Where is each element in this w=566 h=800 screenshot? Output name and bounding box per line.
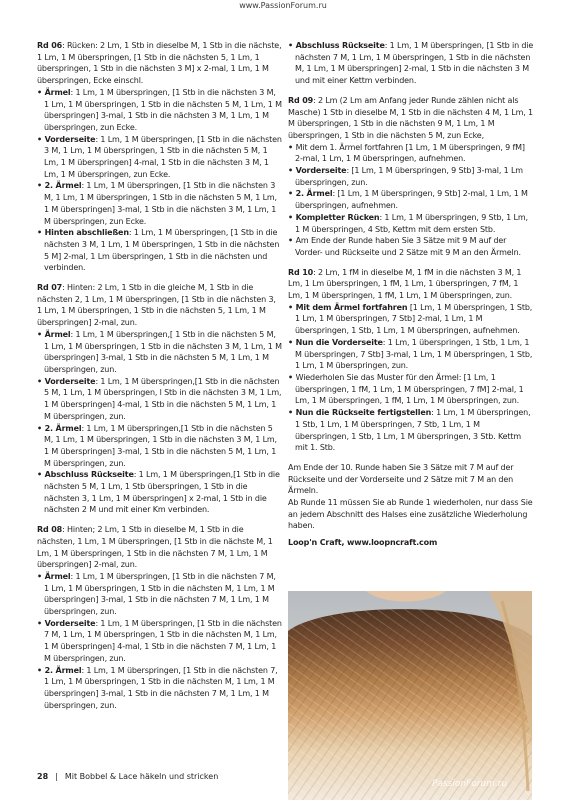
item-label: Abschluss Rückseite [295, 41, 385, 50]
round-intro-text: : Rücken: 2 Lm, 1 Stb in dieselbe M, 1 Stb in die nächste, 1 Lm, 1 M überspringen, [1 Stb in die nächsten 5, 1 Lm, 1 überspringen, 1 Stb in die nächsten 3 M] x 2-mal, 1 Lm, 1 M überspringen, Ecke einschl. [37, 41, 282, 86]
list-item [288, 40, 534, 87]
item-text: Mit dem 1. Ärmel fortfahren [1 Lm, 1 M überspringen, 9 fM] 2-mal, 1 Lm, 1 M überspringen, aufnehmen. [295, 142, 525, 164]
footer-separator: | [55, 772, 58, 781]
item-label: Vorderseite [44, 618, 96, 628]
item-text: : 1 Lm, 1 M überspringen, 9 Stb, 1 Lm, 1 M überspringen, 4 Stb, Kettm mit dem ersten Stb. [295, 212, 528, 234]
list-item [288, 337, 534, 372]
round-block [288, 267, 534, 454]
closing-paragraph: Ab Runde 11 müssen Sie ab Runde 1 wiederholen, nur dass Sie an jedem Abschnitt des Halses eine zusätzliche Wiederholung haben. [288, 498, 533, 531]
round-label: Rd 06 [37, 41, 63, 50]
list-item [37, 376, 283, 423]
designer-credit: Loop'n Craft, www.loopncraft.com [288, 538, 438, 548]
item-label: Vorderseite [44, 134, 96, 144]
item-text: : 1 Lm, 1 überspringen, 1 Stb, 1 Lm, 1 M überspringen, 7 Stb] 3-mal, 1 Lm, 1 M überspringen, 1 Stb, 1 Lm, 1 M überspringen, zun. [295, 337, 533, 371]
round-label: Rd 09 [288, 95, 314, 105]
list-item [37, 134, 283, 181]
list-item [37, 180, 283, 227]
item-label: Mit dem Ärmel fortfahren [295, 302, 408, 312]
list-item [288, 165, 534, 188]
round-block [288, 95, 534, 259]
item-label: Hinten abschließen [44, 228, 129, 238]
item-label: Ärmel [44, 571, 71, 581]
list-item [288, 235, 534, 258]
list-item [288, 407, 534, 454]
item-text: : 1 Lm, 1 M überspringen,[ 1 Stb in die nächsten 5 M, 1 Lm, 1 M überspringen, 1 Stb in die nächsten 3 M, 1 Lm, 1 M überspringen] 3-mal, 1 Stb in die nächsten 5 M, 1 Lm, 1 M überspringen, zun. [44, 329, 282, 374]
left-column [37, 40, 283, 719]
item-text: : 1 Lm, 1 M überspringen, 1 Stb, 1 Lm, 1 M überspringen, 7 Stb, 1 Lm, 1 M überspringen, 1 Stb, 1 Lm, 1 M überspringen, 3 Stb. Kettm mit 1. Stb. [295, 408, 531, 453]
item-text: : [1 Lm, 1 M überspringen, 9 Stb] 2-mal, 1 Lm, 1 M überspringen, aufnehmen. [295, 189, 528, 211]
item-label: Vorderseite [44, 376, 96, 386]
list-item [37, 87, 283, 134]
item-text: : 1 Lm, 1 M überspringen, [1 Stb in die nächsten 7 M, 1 Lm, 1 M überspringen, 1 Stb in die nächsten M, 1 Lm, 1 M überspringen] 4-mal, 1 Stb in die nächsten 7 M, 1 Lm, 1 M überspringen, zun. [44, 618, 282, 663]
round-intro [288, 267, 534, 302]
item-text: [1 Lm, 1 M überspringen, 1 Stb, 1 Lm, 1 M überspringen, 7 Stb] 2-mal, 1 Lm, 1 M überspringen, 1 Stb, 1 Lm, 1 M überspringen, aufnehmen. [295, 302, 533, 336]
item-text: : 1 Lm, 1 M überspringen, [1 Stb in die nächsten 3 M, 1 Lm, 1 M überspringen, 1 Stb in die nächsten 5 M, 1 Lm, 1 M überspringen] 3-mal, 1 Stb in die nächsten 3 M, 1 Lm, 1 M überspringen, zun Ecke. [44, 87, 282, 132]
list-item [37, 227, 283, 274]
item-label: Nun die Rückseite fertigstellen [295, 408, 432, 418]
item-text: : 1 Lm, 1 M überspringen, [1 Stb in die nächsten 7 M, 1 Lm, 1 M überspringen, 1 Stb in die nächsten M, 1 Lm, 1 M überspringen] 3-mal, 1 Stb in die nächsten 7 M, 1 Lm, 1 M überspringen, zun. [44, 571, 276, 617]
item-text: : 1 Lm, 1 M überspringen,[1 Stb in die nächsten 5 M, 1 Lm, 1 M überspringen, 1 Stb in die nächsten 3 M, 1 Lm, 1 M überspringen] 3-mal, 1 Stb in die nächsten 5 M, 1 Lm, 1 M überspringen, zun. [44, 423, 277, 468]
round-label: Rd 07 [37, 283, 63, 293]
round-block [37, 40, 283, 274]
list-item [37, 618, 283, 665]
item-text: Am Ende der Runde haben Sie 3 Sätze mit 9 M auf der Vorder- und Rückseite und 2 Sätze mit 9 M an den Ärmeln. [295, 236, 521, 257]
top-watermark: www.PassionForum.ru [239, 1, 327, 10]
knitted-top-photo-icon [288, 591, 532, 800]
page-number: 28 [37, 772, 49, 781]
round-intro-text: : Hinten: 2 Lm, 1 Stb in die gleiche M, 1 Stb in die nächsten 2, 1 Lm, 1 M überspringen, [1 Stb in die nächsten 3, 1 Lm, 1 M überspringen, 1 Stb in die nächsten 5, 1 Lm, 1 M überspringen] 2-mal, zun. [37, 283, 276, 328]
list-item [37, 571, 283, 618]
item-label: 2. Ärmel [44, 423, 82, 433]
item-text: : [1 Lm, 1 M überspringen, 9 Stb] 3-mal, 1 Lm überspringen, zun. [295, 166, 523, 187]
round-label: Rd 08 [37, 525, 63, 535]
right-column [288, 40, 534, 549]
item-label: Vorderseite [295, 166, 347, 176]
round-intro-text: : 2 Lm (2 Lm am Anfang jeder Runde zählen nicht als Masche) 1 Stb in dieselbe M, 1 Stb in die nächsten 4 M, 1 Lm, 1 M überspringen, 1 Stb in die nächsten 9 M, 1 Lm, 1 M überspringen, 1 Stb in die nächsten 5 M, zun Ecke, [288, 95, 533, 140]
item-label: 2. Ärmel [44, 665, 82, 675]
item-label: Kompletter Rücken [295, 212, 380, 222]
item-label: Abschluss Rückseite [44, 470, 134, 480]
item-text: : 1 Lm, 1 M überspringen, [1 Stb in die nächsten 7 M, 1 Lm, 1 M überspringen, 1 Stb in die nächsten M, 1 Lm, 1 M überspringen] 2-mal, 1 Stb in die nächsten 3 M und mit einer Kettm verbinden. [295, 41, 534, 86]
round-intro-text: : Hinten; 2 Lm, 1 Stb in dieselbe M, 1 Stb in die nächsten, 1 Lm, 1 M überspringen, [1 Stb in die nächste M, 1 Lm, 1 M überspringen, 1 Stb in die nächsten 7 M, 1 Lm, 1 M überspringen] 2-mal, zun. [37, 525, 273, 570]
list-item [37, 665, 283, 712]
page-footer [37, 772, 218, 781]
list-item [288, 372, 534, 407]
list-item [37, 329, 283, 376]
list-item [288, 142, 534, 165]
list-item [288, 302, 534, 337]
round-intro [37, 282, 283, 329]
bottom-watermark: PassionForum.ru [432, 779, 508, 789]
list-item [288, 188, 534, 211]
continued-block [288, 40, 534, 87]
list-item [37, 423, 283, 470]
round-block [37, 282, 283, 516]
closing-paragraph: Am Ende der 10. Runde haben Sie 3 Sätze mit 7 M auf der Rückseite und der Vorderseite und 2 Sätze mit 7 M an den Ärmeln. [288, 462, 514, 496]
item-text: : 1 Lm, 1 M überspringen,[1 Stb in die nächsten 5 M, 1 Lm, 1 Stb überspringen, 1 Stb in die nächsten 3, 1 Lm, 1 M überspringen] x 2-mal, 1 Stb in die nächsten 2 M und mit einer Km verbinden. [44, 470, 280, 515]
photo-svg [288, 591, 532, 800]
round-intro [37, 40, 283, 87]
round-intro [288, 95, 534, 142]
list-item [288, 212, 534, 235]
item-text: : 1 Lm, 1 M überspringen, [1 Stb in die nächsten 3 M, 1 Lm, 1 M überspringen, 1 Stb in die nächsten 5 M, 1 Lm, 1 M überspringen] 4-mal, 1 Stb in die nächsten 3 M, 1 Lm, 1 M überspringen, zun Ecke. [44, 134, 282, 179]
item-text: : 1 Lm, 1 M überspringen, [1 Stb in die nächsten 3 M, 1 Lm, 1 M überspringen, 1 Stb in die nächsten 5 M] 2-mal, 1 Lm überspringen, 1 Stb in die nächsten und verbinden. [44, 228, 280, 273]
round-label: Rd 10 [288, 267, 314, 277]
item-label: 2. Ärmel [295, 189, 333, 199]
magazine-title: Mit Bobbel & Lace häkeln und stricken [64, 772, 219, 781]
item-label: Ärmel [44, 87, 71, 97]
round-block [37, 524, 283, 711]
item-text: : 1 Lm, 1 M überspringen, [1 Stb in die nächsten 3 M, 1 Lm, 1 M überspringen, 1 Stb in die nächsten 5 M, 1 Lm, 1 M überspringen] 3-mal, 1 Stb in die nächsten 3 M, 1 Lm, 1 M überspringen, zun Ecke. [44, 181, 277, 226]
item-label: Ärmel [44, 329, 71, 339]
item-label: 2. Ärmel [44, 181, 82, 191]
item-text: : 1 Lm, 1 M überspringen, [1 Stb in die nächsten 7, 1 Lm, 1 M überspringen, 1 Stb in die nächsten M, 1 Lm, 1 M überspringen] 3-mal, 1 Stb in die nächsten 7 M, 1 Lm, 1 M überspringen, zun. [44, 665, 278, 710]
item-text: : 1 Lm, 1 M überspringen,[1 Stb in die nächsten 5 M, 1 Lm, 1 M überspringen, l Stb in die nächsten 3 M, 1 Lm, 1 M überspringen] 4-mal, 1 Stb in die nächsten 5 M, 1 Lm, 1 M überspringen, zun. [44, 376, 282, 421]
round-intro-text: : 2 Lm, 1 fM in dieselbe M, 1 fM in die nächsten 3 M, 1 Lm, 1 Lm überspringen, 1 fM, 1 Lm, 1 überspringen, 7 fM, 1 Lm, 1 M überspringen, 1 fM, 1 Lm, 1 M überspringen, zun. [288, 267, 522, 301]
item-text: Wiederholen Sie das Muster für den Ärmel: [1 Lm, 1 überspringen, 1 fM, 1 Lm, 1 M überspringen, 7 fM] 2-mal, 1 Lm, 1 M überspringen, 1 fM, 1 Lm, 1 M überspringen, zun. [295, 372, 524, 406]
round-intro [37, 524, 283, 571]
item-label: Nun die Vorderseite [295, 337, 383, 347]
list-item [37, 469, 283, 516]
